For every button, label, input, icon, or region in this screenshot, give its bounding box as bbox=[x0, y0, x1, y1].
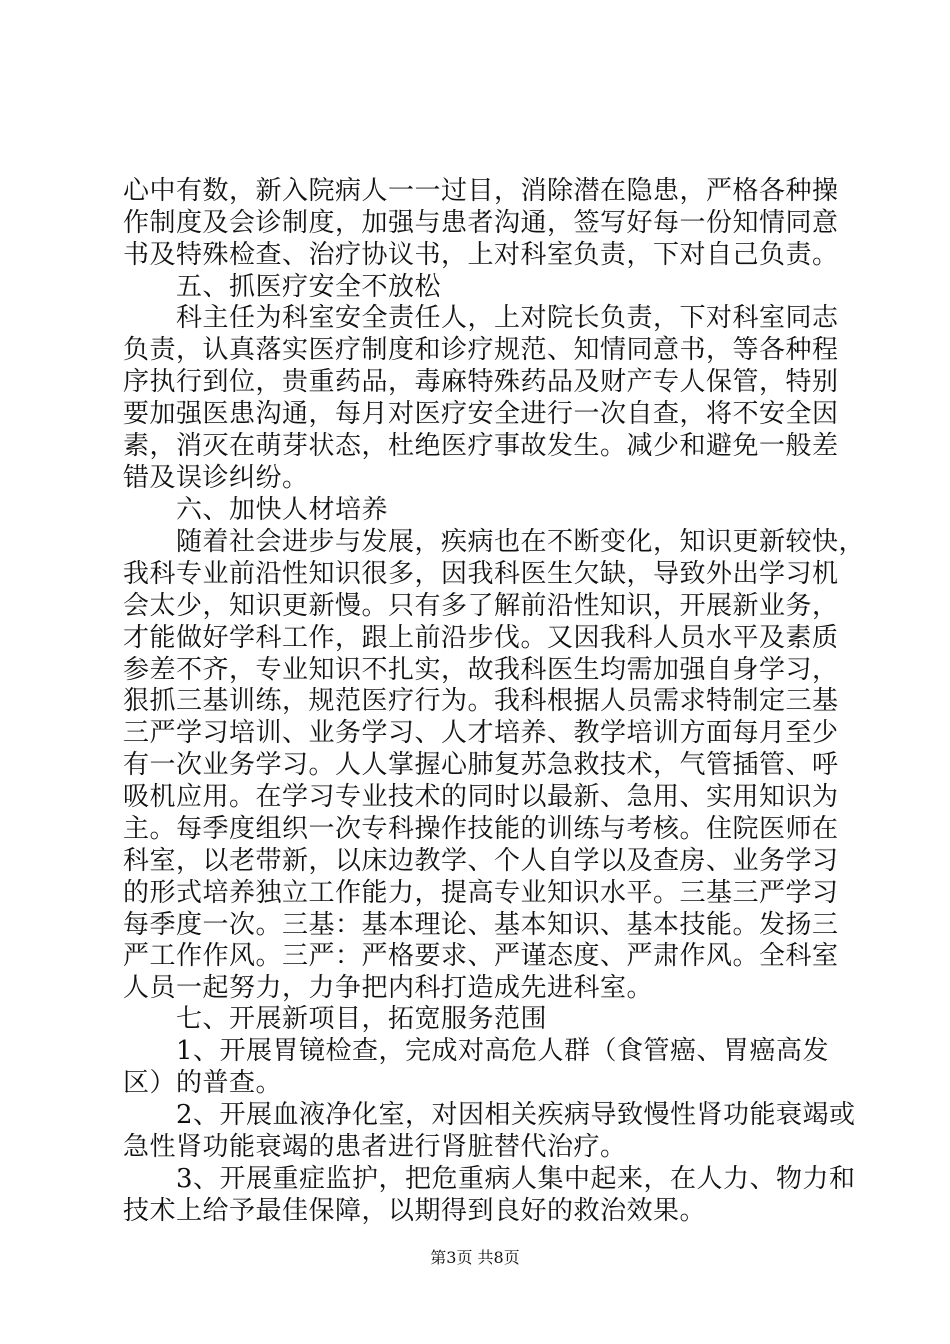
text-line: 的形式培养独立工作能力，提高专业知识水平。三基三严学习 bbox=[123, 878, 839, 908]
text-line: 区）的普查。 bbox=[123, 1068, 283, 1098]
text-line: 错及误诊纠纷。 bbox=[123, 463, 309, 493]
section-heading: 七、开展新项目，拓宽服务范围 bbox=[123, 1004, 548, 1034]
text-line: 心中有数，新入院病人一一过目，消除潜在隐患，严格各种操 bbox=[123, 176, 839, 206]
section-heading: 六、加快人材培养 bbox=[123, 495, 389, 525]
text-line: 要加强医患沟通，每月对医疗安全进行一次自查，将不安全因 bbox=[123, 399, 839, 429]
page-indicator: 第3页 共8页 bbox=[430, 1248, 520, 1267]
section-heading: 五、抓医疗安全不放松 bbox=[123, 272, 442, 302]
text-line: 有一次业务学习。人人掌握心肺复苏急救技术，气管插管、呼 bbox=[123, 750, 839, 780]
text-line: 作制度及会诊制度，加强与患者沟通，签写好每一份知情同意 bbox=[123, 208, 839, 238]
text-line: 科室，以老带新，以床边教学、个人自学以及查房、业务学习 bbox=[123, 846, 839, 876]
text-line: 序执行到位，贵重药品，毒麻特殊药品及财产专人保管，特别 bbox=[123, 367, 839, 397]
text-line: 参差不齐，专业知识不扎实，故我科医生均需加强自身学习， bbox=[123, 655, 839, 685]
text-line: 技术上给予最佳保障，以期得到良好的救治效果。 bbox=[123, 1196, 707, 1226]
text-line: 书及特殊检查、治疗协议书，上对科室负责，下对自己负责。 bbox=[123, 240, 839, 270]
text-line: 负责，认真落实医疗制度和诊疗规范、知情同意书，等各种程 bbox=[123, 335, 839, 365]
text-line: 随着社会进步与发展，疾病也在不断变化，知识更新较快， bbox=[123, 527, 866, 557]
text-line: 1、开展胃镜检查，完成对高危人群（食管癌、胃癌高发 bbox=[123, 1036, 830, 1066]
text-line: 科主任为科室安全责任人，上对院长负责，下对科室同志 bbox=[123, 303, 839, 333]
text-line: 严工作作风。三严：严格要求、严谨态度、严肃作风。全科室 bbox=[123, 941, 839, 971]
text-line: 每季度一次。三基：基本理论、基本知识、基本技能。发扬三 bbox=[123, 910, 839, 940]
text-line: 急性肾功能衰竭的患者进行肾脏替代治疗。 bbox=[123, 1132, 627, 1162]
text-line: 三严学习培训、业务学习、人才培养、教学培训方面每月至少 bbox=[123, 718, 839, 748]
text-line: 狠抓三基训练，规范医疗行为。我科根据人员需求特制定三基 bbox=[123, 686, 839, 716]
text-line: 我科专业前沿性知识很多，因我科医生欠缺，导致外出学习机 bbox=[123, 559, 839, 589]
text-line: 才能做好学科工作，跟上前沿步伐。又因我科人员水平及素质 bbox=[123, 623, 839, 653]
text-line: 素，消灭在萌芽状态，杜绝医疗事故发生。减少和避免一般差 bbox=[123, 431, 839, 461]
text-line: 人员一起努力，力争把内科打造成先进科室。 bbox=[123, 973, 654, 1003]
text-line: 3、开展重症监护，把危重病人集中起来，在人力、物力和 bbox=[123, 1164, 856, 1194]
text-line: 2、开展血液净化室，对因相关疾病导致慢性肾功能衰竭或 bbox=[123, 1100, 856, 1130]
text-line: 吸机应用。在学习专业技术的同时以最新、急用、实用知识为 bbox=[123, 782, 839, 812]
text-line: 主。每季度组织一次专科操作技能的训练与考核。住院医师在 bbox=[123, 814, 839, 844]
text-line: 会太少，知识更新慢。只有多了解前沿性知识，开展新业务， bbox=[123, 591, 839, 621]
